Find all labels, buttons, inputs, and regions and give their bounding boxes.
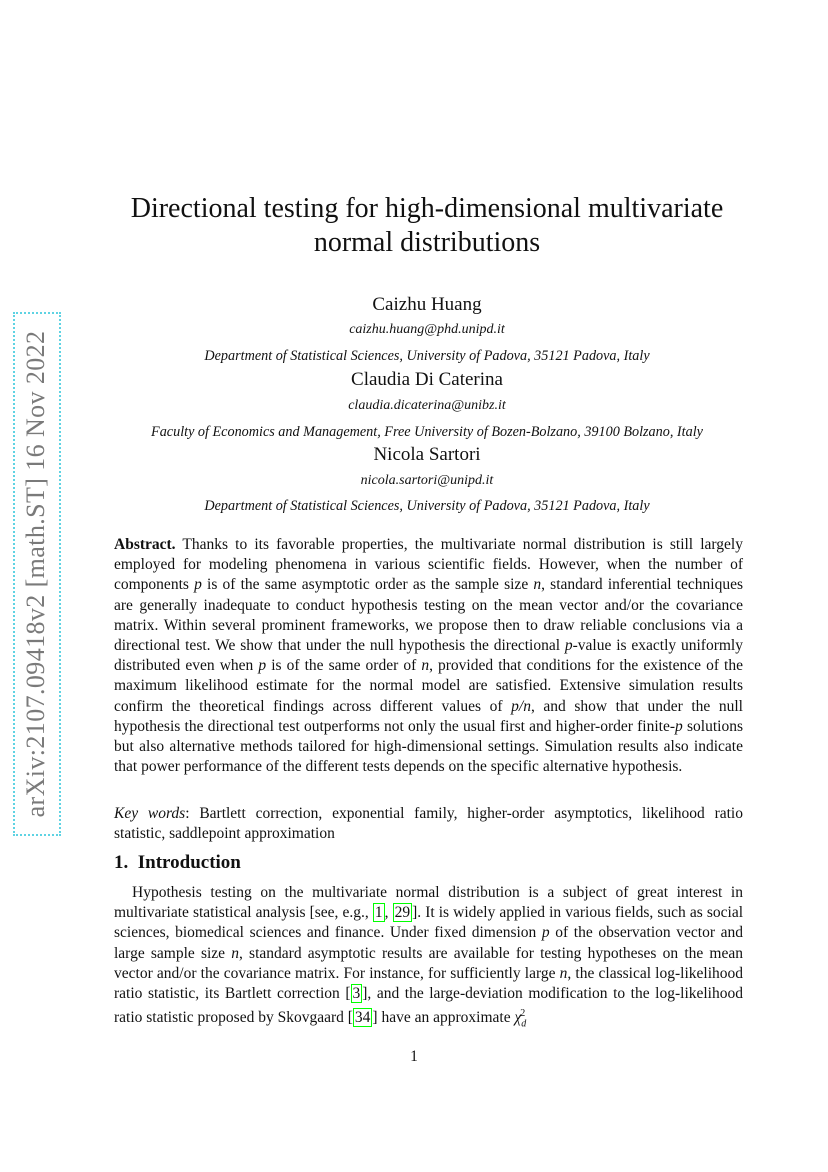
math-p: p — [675, 717, 683, 735]
author-email-1[interactable]: caizhu.huang@phd.unipd.it — [349, 322, 505, 337]
abstract-text: , and show that under the null hypothesis the directional test outperforms not only the usual first and higher-order finite- — [114, 697, 743, 735]
section-title: Introduction — [137, 852, 241, 873]
intro-paragraph — [114, 883, 743, 1035]
citation-link[interactable]: 1 — [374, 904, 383, 922]
intro-text: ] have an approximate — [372, 1009, 515, 1027]
author-name-2: Claudia Di Caterina — [351, 369, 503, 390]
math-chi: χ — [514, 1009, 522, 1027]
abstract-text: is of the same order of — [266, 657, 422, 675]
keywords — [114, 804, 743, 844]
intro-text: , — [384, 904, 393, 922]
math-n: n — [231, 944, 239, 962]
abstract-text: solutions but also alternative methods tailored for high-dimensional settings. Simulation results also indicate that power performance of the different tests depends on the specific alternative hypothesis. — [114, 717, 744, 776]
keywords-text: : Bartlett correction, exponential family, higher-order asymptotics, likelihood ratio statistic, saddlepoint approximation — [114, 805, 743, 843]
author-affiliation-2: Faculty of Economics and Management, Free University of Bozen-Bolzano, 39100 Bolzano, Italy — [151, 424, 703, 440]
page-number: 1 — [410, 1048, 418, 1065]
author-name-1: Caizhu Huang — [372, 294, 482, 315]
author-email-3[interactable]: nicola.sartori@unipd.it — [360, 473, 494, 488]
math-subscript-d: d — [521, 1018, 527, 1030]
math-superscript-2: 2 — [520, 1008, 526, 1020]
abstract-text: -value is exactly uniformly distributed even when — [114, 637, 743, 675]
paper-title — [100, 192, 754, 260]
title-line-1: Directional testing for high-dimensional multivariate — [130, 193, 724, 224]
math-n: n — [533, 576, 542, 594]
section-number: 1. — [114, 852, 129, 873]
citation-link[interactable]: 3 — [352, 985, 361, 1003]
math-p: p — [194, 576, 202, 594]
author-name-3: Nicola Sartori — [373, 444, 481, 465]
author-affiliation-1: Department of Statistical Sciences, University of Padova, 35121 Padova, Italy — [204, 348, 650, 364]
math-p: p — [564, 637, 573, 655]
intro-text: Hypothesis testing on the multivariate normal distribution is a subject of great interest in multivariate statistical analysis [see, e.g., — [114, 884, 743, 922]
section-heading — [114, 851, 241, 875]
keywords-label: Key words — [114, 805, 186, 822]
abstract-text: Thanks to its favorable properties, the multivariate normal distribution is still largely employed for modeling phenomena in various scientific fields. However, when the number of components — [114, 536, 743, 594]
citation-link[interactable]: 29 — [394, 904, 411, 922]
abstract-text: , provided that conditions for the existence of the maximum likelihood estimate for the normal model are satisfied. Extensive simulation results confirm the theoretical findings across different values of — [114, 657, 743, 715]
abstract-text: is of the same asymptotic order as the sample size — [201, 576, 534, 594]
abstract-label: Abstract. — [114, 536, 176, 553]
intro-text: , the classical log-likelihood ratio statistic, its Bartlett correction [ — [114, 964, 744, 1003]
citation-link[interactable]: 34 — [354, 1009, 371, 1027]
math-n: n — [421, 657, 430, 675]
abstract — [114, 535, 743, 777]
intro-text: of the observation vector and large sample size — [114, 924, 743, 962]
author-affiliation-3: Department of Statistical Sciences, University of Padova, 35121 Padova, Italy — [204, 498, 650, 514]
abstract-text: , standard inferential techniques are generally inadequate to conduct hypothesis testing on the mean vector and/or the covariance matrix. Within several prominent frameworks, we propose then to draw reliable conclusions via a directional test. We show that under the null hypothesis the directional — [114, 576, 744, 655]
math-p: p — [541, 924, 550, 942]
math-p: p — [258, 657, 267, 675]
title-line-2: normal distributions — [313, 227, 541, 258]
intro-text: ]. It is widely applied in various fields, such as social sciences, biomedical sciences and finance. Under fixed dimension — [114, 904, 744, 942]
intro-text: ], and the large-deviation modification to the log-likelihood ratio statistic proposed by Skovgaard [ — [114, 985, 743, 1027]
math-n: n — [559, 964, 568, 982]
author-email-2[interactable]: claudia.dicaterina@unibz.it — [348, 398, 506, 413]
math-p-over-n: p/n — [511, 697, 531, 715]
intro-text: , standard asymptotic results are available for testing hypotheses on the mean vector and/or the covariance matrix. For instance, for sufficiently large — [114, 944, 744, 982]
arxiv-identifier[interactable]: arXiv:2107.09418v2 [math.ST] 16 Nov 2022 — [21, 330, 50, 818]
